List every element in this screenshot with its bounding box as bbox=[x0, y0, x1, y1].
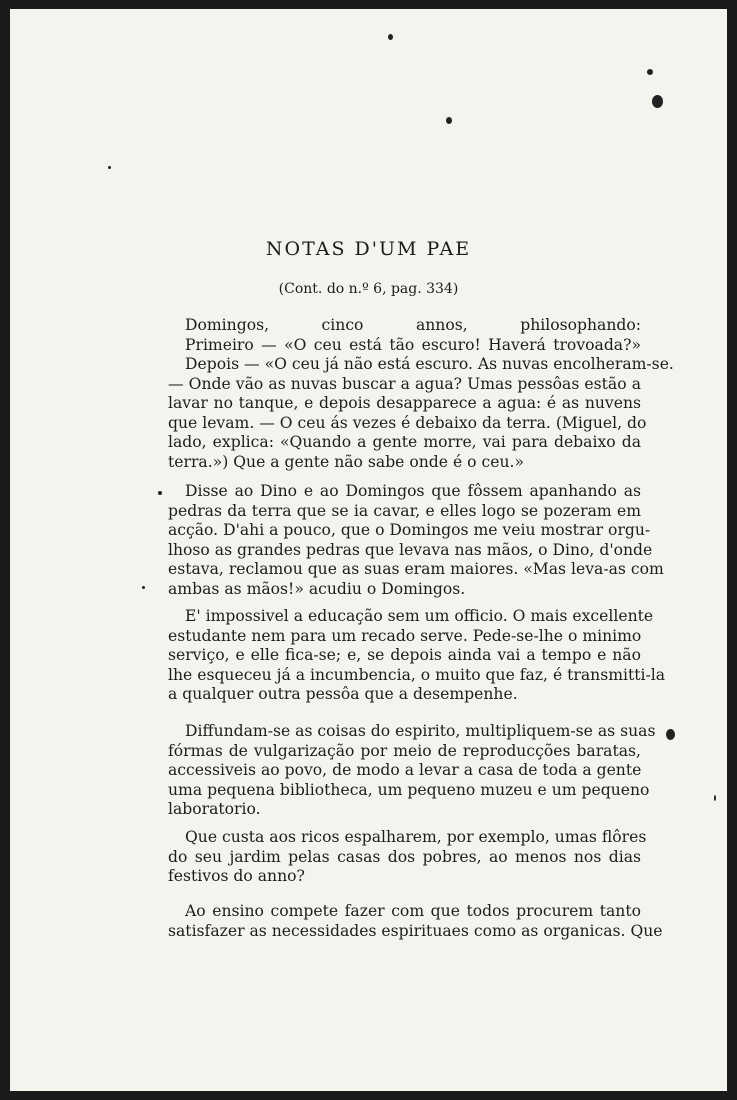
text-line: a qualquer outra pessôa que a desempenhe. bbox=[168, 685, 518, 703]
text-line: Disse ao Dino e ao Domingos que fôssem apanhando as bbox=[185, 482, 641, 500]
text-line: estudante nem para um recado serve. Pede-se-lhe o minimo bbox=[168, 626, 642, 645]
text-line: laboratorio. bbox=[168, 800, 261, 818]
text-line: Depois — «O ceu já não está escuro. As nuvas encolheram-se. bbox=[185, 355, 674, 373]
text-line: do seu jardim pelas casas dos pobres, ao menos nos dias bbox=[168, 847, 641, 866]
text-line: que levam. — O ceu ás vezes é debaixo da terra. (Miguel, do bbox=[168, 413, 647, 432]
text-line: lavar no tanque, e depois desapparece a agua: é as nuvens bbox=[168, 394, 641, 412]
text-line: terra.») Que a gente não sabe onde é o ceu.» bbox=[168, 452, 524, 471]
text-line: lado, explica: «Quando a gente morre, vai para debaixo da bbox=[168, 433, 641, 451]
text-line: estava, reclamou que as suas eram maiores. «Mas leva-as com bbox=[168, 560, 664, 578]
text-line: pedras da terra que se ia cavar, e elles logo se pozeram em bbox=[168, 501, 641, 520]
text-line: Que custa aos ricos espalharem, por exemplo, umas flôres bbox=[185, 828, 647, 846]
text-line: accessiveis ao povo, de modo a levar a casa de toda a gente bbox=[168, 761, 642, 779]
scan-speck bbox=[142, 586, 145, 589]
text-line: serviço, e elle fica-se; e, se depois ainda vai a tempo e não bbox=[168, 646, 641, 664]
scan-speck bbox=[714, 795, 716, 801]
paragraph-espirito bbox=[168, 722, 656, 820]
paragraph-domingos bbox=[168, 316, 674, 472]
paragraph-ricos bbox=[168, 828, 647, 887]
text-line: Ao ensino compete fazer com que todos procurem tanto bbox=[185, 902, 641, 920]
text-line: fórmas de vulgarização por meio de reproducções baratas, bbox=[168, 741, 641, 760]
paragraph-educacao bbox=[168, 607, 666, 705]
scan-speck bbox=[388, 34, 393, 40]
paragraph-pedras bbox=[168, 482, 664, 599]
text-line: — Onde vão as nuvas buscar a agua? Umas pessôas estão a bbox=[168, 374, 641, 393]
scan-speck bbox=[108, 166, 111, 169]
text-line: festivos do anno? bbox=[168, 867, 305, 885]
scanned-page bbox=[10, 9, 727, 1091]
paragraph-ensino bbox=[168, 902, 663, 941]
text-line: acção. D'ahi a pouco, que o Domingos me veiu mostrar orgu- bbox=[168, 521, 651, 539]
scan-speck bbox=[652, 95, 663, 108]
text-line: lhe esqueceu já a incumbencia, o muito que faz, é transmitti-la bbox=[168, 665, 666, 684]
scan-speck bbox=[158, 491, 162, 495]
text-line: uma pequena bibliotheca, um pequeno muzeu e um pequeno bbox=[168, 780, 650, 799]
scan-speck bbox=[647, 69, 653, 75]
text-line: Domingos, cinco annos, philosophando: bbox=[185, 316, 641, 334]
text-line: satisfazer as necessidades espirituaes como as organicas. Que bbox=[168, 921, 663, 940]
text-line: lhoso as grandes pedras que levava nas mãos, o Dino, d'onde bbox=[168, 540, 653, 559]
document-subtitle: (Cont. do n.º 6, pag. 334) bbox=[278, 281, 459, 297]
scan-speck bbox=[666, 729, 675, 740]
text-line: Primeiro — «O ceu está tão escuro! Haverá trovoada?» bbox=[185, 335, 641, 354]
document-title: NOTAS D'UM PAE bbox=[265, 238, 472, 260]
scan-speck bbox=[446, 117, 452, 124]
text-line: ambas as mãos!» acudiu o Domingos. bbox=[168, 579, 466, 598]
text-line: E' impossivel a educação sem um officio. O mais excellente bbox=[185, 607, 654, 625]
text-line: Diffundam-se as coisas do espirito, multipliquem-se as suas bbox=[185, 722, 656, 740]
